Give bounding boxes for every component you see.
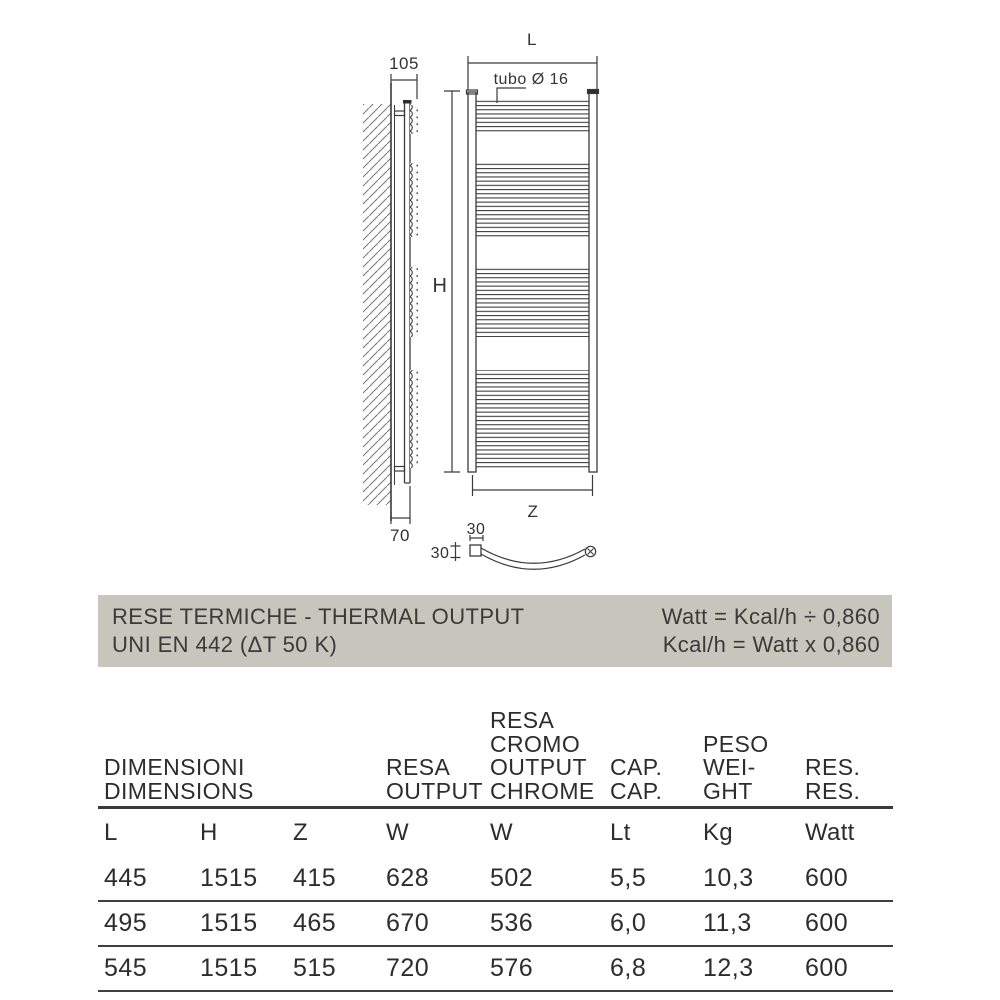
banner-formulas: [662, 603, 880, 659]
dim-70-line: [391, 486, 410, 524]
dim-H-label: H: [432, 275, 448, 297]
table-cell: 502: [490, 864, 534, 892]
bracket-bottom: [395, 467, 405, 472]
tube-end-plug-cross: [588, 549, 594, 555]
table-cell: 1515: [200, 954, 258, 982]
column-group-output-chrome: [484, 699, 604, 806]
group-header-line: PESO: [703, 730, 769, 757]
dim-105-line: [391, 74, 417, 99]
dim-105-label: 105: [389, 54, 419, 73]
side-view: [363, 74, 418, 524]
group-header-line: GHT: [703, 777, 753, 804]
bracket-top: [395, 111, 405, 116]
collector-side: [405, 103, 411, 483]
collector-right: [589, 92, 597, 472]
table-cell: 5,5: [610, 864, 647, 892]
tube-band-4: [476, 370, 589, 468]
table-cell: 6,0: [610, 909, 647, 937]
group-header-line: RES.: [805, 777, 861, 804]
tube-band-3: [476, 267, 589, 337]
table-cell: 545: [104, 954, 148, 982]
column-group-dimensions: [98, 699, 380, 806]
table-cell: 670: [386, 909, 430, 937]
table-cell: 11,3: [703, 909, 752, 937]
table-cell: 536: [490, 909, 534, 937]
dim-L-label: L: [527, 30, 537, 49]
group-header-line: RES.: [805, 754, 861, 780]
group-header-line: DIMENSIONI: [104, 754, 245, 780]
table-cell: 1515: [200, 864, 258, 892]
unit-header-Lt: Lt: [610, 819, 631, 846]
side-tube-bumps-4: [410, 370, 418, 468]
banner-title: [112, 603, 525, 659]
tube-band-1: [476, 100, 589, 133]
unit-header-W-chrome: W: [490, 819, 513, 846]
table-cell: 600: [805, 909, 849, 937]
tube-arc-outer: [481, 548, 585, 563]
table-cell: 445: [104, 864, 148, 892]
curved-tube-top-view: [451, 535, 596, 569]
table-cell: 628: [386, 864, 430, 892]
group-header-line: RESA: [386, 754, 451, 780]
unit-header-L: L: [104, 819, 118, 846]
group-header-line: CHROME: [490, 777, 595, 804]
side-tube-bumps-2: [410, 163, 418, 237]
banner-formula-line2: Kcal/h = Watt x 0,860: [662, 632, 880, 657]
table-cell: 720: [386, 954, 430, 982]
group-header-line: WEI-: [703, 754, 756, 780]
tube-diameter-note: tubo Ø 16: [493, 71, 569, 88]
table-cell: 465: [293, 909, 337, 937]
banner-formula-line1: Watt = Kcal/h ÷ 0,860: [661, 604, 880, 629]
side-tube-bumps-3: [410, 267, 418, 337]
table-cell: 6,8: [610, 954, 647, 982]
column-group-capacity: [604, 699, 697, 806]
unit-header-H: H: [200, 819, 218, 846]
unit-header-Watt: Watt: [805, 819, 855, 846]
table-cell: 600: [805, 954, 849, 982]
dim-30-cap-label: 30: [466, 521, 486, 538]
group-header-line: OUTPUT: [490, 754, 587, 780]
unit-header-Z: Z: [293, 819, 308, 846]
table-cell: 495: [104, 909, 148, 937]
table-cell: 600: [805, 864, 849, 892]
thermal-output-banner: [98, 595, 892, 667]
front-view: [444, 56, 599, 496]
tube-band-2: [476, 163, 589, 237]
side-tube-bumps-1: [410, 105, 418, 134]
table-cell: 415: [293, 864, 337, 892]
banner-title-line1: RESE TERMICHE - THERMAL OUTPUT: [112, 604, 525, 629]
tube-end-cap: [470, 545, 481, 556]
table-cell: 515: [293, 954, 337, 982]
dim-70-label: 70: [390, 526, 410, 545]
group-header-line: DIMENSIONS: [104, 777, 254, 804]
dim-30-bow-marks: [451, 542, 461, 561]
group-header-line: RESA: [490, 707, 555, 733]
table-cell: 1515: [200, 909, 258, 937]
collector-side-top-cap: [403, 100, 412, 104]
dim-Z-label: Z: [527, 502, 539, 521]
banner-title-line2: UNI EN 442 (ΔT 50 K): [112, 632, 338, 657]
wall-hatch: [363, 104, 391, 505]
table-cell: 576: [490, 954, 534, 982]
unit-header-W-output: W: [386, 819, 409, 846]
table-cell: 10,3: [703, 864, 754, 892]
group-header-line: OUTPUT: [386, 777, 483, 804]
column-group-output: [380, 699, 484, 806]
column-group-weight: [697, 699, 799, 806]
collector-right-cap: [588, 90, 599, 94]
column-group-resistance: [799, 699, 893, 806]
collector-left: [468, 92, 476, 472]
unit-header-Kg: Kg: [703, 819, 733, 846]
dim-Z-line: [473, 475, 593, 496]
dim-30-bow-label: 30: [430, 545, 450, 562]
spec-table: [98, 699, 893, 992]
table-cell: 12,3: [703, 954, 754, 982]
group-header-line: CROMO: [490, 730, 581, 757]
group-header-line: CAP.: [610, 754, 663, 780]
table-bottom-rule: [98, 990, 893, 992]
group-header-line: CAP.: [610, 777, 663, 804]
